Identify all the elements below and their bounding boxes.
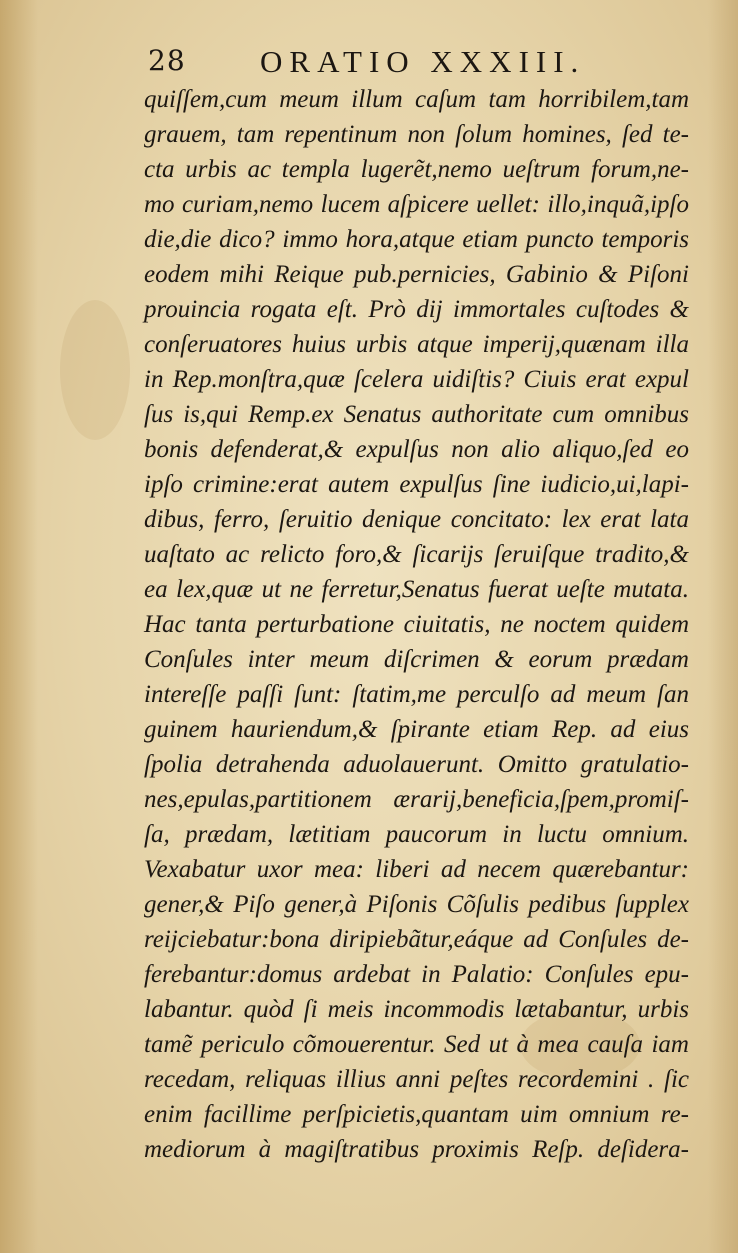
text-line: die,die dico? immo hora,atque etiam puncto temporis <box>144 226 689 253</box>
text-line: tamẽ periculo cõmouerentur. Sed ut à mea cauſa iam <box>144 1031 689 1058</box>
text-line: cta urbis ac templa lugerẽt,nemo ueſtrum forum,ne- <box>144 156 689 183</box>
text-line: Hac tanta perturbatione ciuitatis, ne noctem quidem <box>144 611 689 638</box>
text-line: conſeruatores huius urbis atque imperij,quænam illa <box>144 331 689 358</box>
text-line: ſpolia detrahenda aduolauerunt. Omitto gratulatio- <box>144 751 689 778</box>
text-line: mediorum à magiſtratibus proximis Reſp. deſidera- <box>144 1136 689 1163</box>
text-line: reijciebatur:bona diripiebãtur,eáque ad Conſules de- <box>144 926 689 953</box>
text-line: grauem, tam repentinum non ſolum homines, ſed te- <box>144 121 689 148</box>
text-line: dibus, ferro, ſeruitio denique concitato: lex erat lata <box>144 506 689 533</box>
text-line: eodem mihi Reique pub.pernicies, Gabinio & Piſoni <box>144 261 689 288</box>
running-title: ORATIO XXXIII. <box>260 44 586 79</box>
page-edge-shadow <box>708 0 738 1253</box>
text-line: Vexabatur uxor mea: liberi ad necem quærebantur: <box>144 856 689 883</box>
text-line: ſa, prædam, lætitiam paucorum in luctu omnium. <box>144 821 689 848</box>
text-line: intereſſe paſſi ſunt: ſtatim,me perculſo ad meum ſan <box>144 681 689 708</box>
text-line: uaſtato ac relicto foro,& ſicarijs ſeruiſque tradito,& <box>144 541 689 568</box>
text-line: ferebantur:domus ardebat in Palatio: Conſules epu- <box>144 961 689 988</box>
text-line: ſus is,qui Remp.ex Senatus authoritate cum omnibus <box>144 401 689 428</box>
text-line: quiſſem,cum meum illum caſum tam horribilem,tam <box>144 86 689 113</box>
text-line: labantur. quòd ſi meis incommodis lætabantur, urbis <box>144 996 689 1023</box>
text-line: recedam, reliquas illius anni peſtes recordemini . ſic <box>144 1066 689 1093</box>
text-line: bonis defenderat,& expulſus non alio aliquo,ſed eo <box>144 436 689 463</box>
text-line: mo curiam,nemo lucem aſpicere uellet: illo,inquã,ipſo <box>144 191 689 218</box>
paper-stain <box>60 300 130 440</box>
text-line: enim facillime perſpicietis,quantam uim omnium re- <box>144 1101 689 1128</box>
page-gutter-shadow <box>0 0 38 1253</box>
running-head <box>148 44 588 84</box>
text-line: guinem hauriendum,& ſpirante etiam Rep. ad eius <box>144 716 689 743</box>
text-line: ipſo crimine:erat autem expulſus ſine iudicio,ui,lapi- <box>144 471 689 498</box>
text-line: nes,epulas,partitionem ærarij,beneficia,ſpem,promiſ- <box>144 786 689 813</box>
text-line: Conſules inter meum diſcrimen & eorum prædam <box>144 646 689 673</box>
page-number: 28 <box>148 44 186 77</box>
text-line: ea lex,quæ ut ne ferretur,Senatus fuerat ueſte mutata. <box>144 576 689 603</box>
body-text <box>144 82 689 1167</box>
text-line: gener,& Piſo gener,à Piſonis Cõſulis pedibus ſupplex <box>144 891 689 918</box>
text-line: prouincia rogata eſt. Prò dij immortales cuſtodes & <box>144 296 689 323</box>
text-line: in Rep.monſtra,quæ ſcelera uidiſtis? Ciuis erat expul <box>144 366 689 393</box>
